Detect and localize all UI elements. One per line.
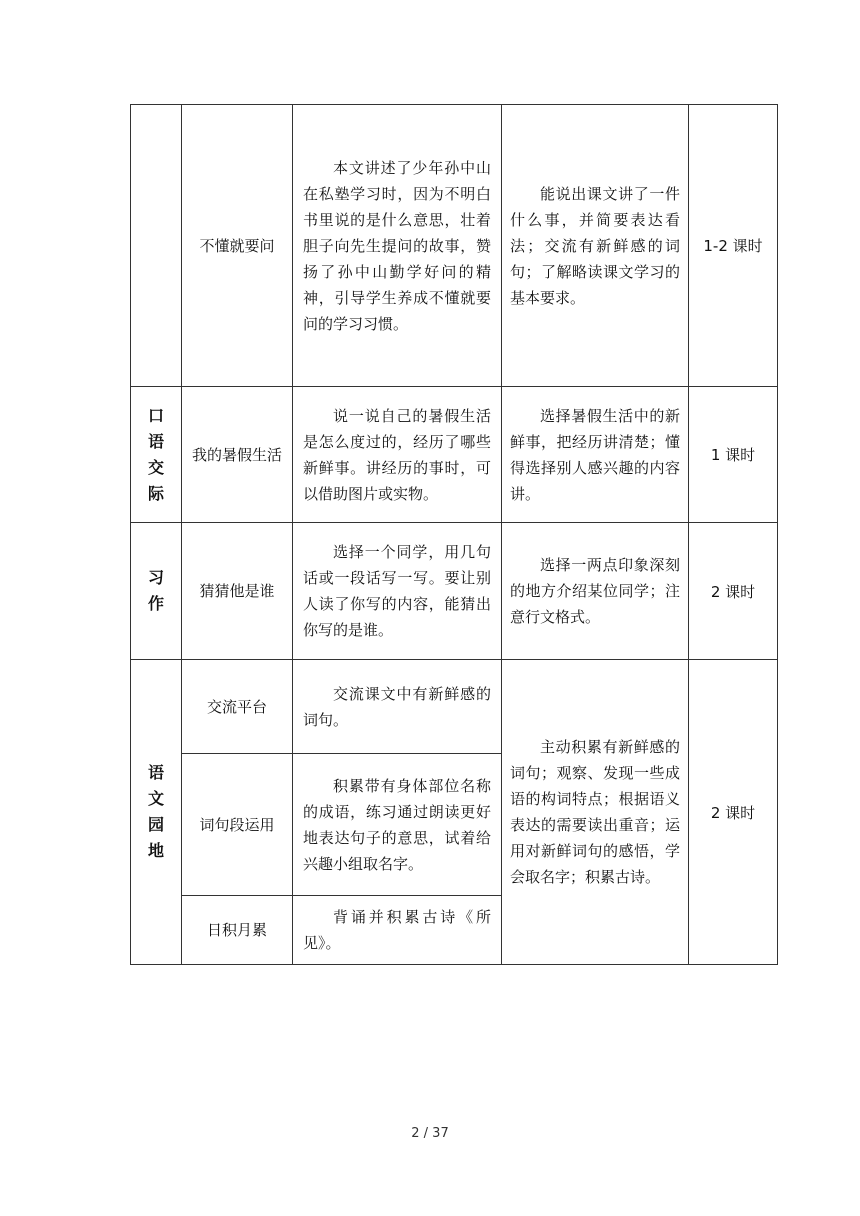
- lesson-time-cell: 1 课时: [689, 387, 778, 523]
- lesson-content-cell: 选择一个同学，用几句话或一段话写一写。要让别人读了你写的内容，能猜出你写的是谁。: [293, 523, 502, 660]
- lesson-content-cell: 本文讲述了少年孙中山在私塾学习时，因为不明白书里说的是什么意思，壮着胆子向先生提问的故事，赞扬了孙中山勤学好问的精神，引导学生养成不懂就要问的学习习惯。: [293, 105, 502, 387]
- lesson-goal-cell: 选择暑假生活中的新鲜事，把经历讲清楚；懂得选择别人感兴趣的内容讲。: [502, 387, 689, 523]
- lesson-content-cell: 交流课文中有新鲜感的词句。: [293, 660, 502, 754]
- lesson-content-cell: 说一说自己的暑假生活是怎么度过的，经历了哪些新鲜事。讲经历的事时，可以借助图片或实物。: [293, 387, 502, 523]
- table-row: [131, 660, 778, 754]
- lesson-content-cell: 背诵并积累古诗《所见》。: [293, 896, 502, 965]
- table-row: [131, 105, 778, 387]
- category-cell: [131, 387, 182, 523]
- lesson-title-cell: 词句段运用: [182, 754, 293, 896]
- lesson-title-cell: 不懂就要问: [182, 105, 293, 387]
- lesson-time-cell: 2 课时: [689, 523, 778, 660]
- category-cell: [131, 523, 182, 660]
- category-label: 习作: [148, 568, 165, 613]
- category-cell: [131, 660, 182, 965]
- lesson-title-cell: 交流平台: [182, 660, 293, 754]
- lesson-time-cell: 2 课时: [689, 660, 778, 965]
- lesson-plan-table: [130, 104, 778, 965]
- table-row: [131, 523, 778, 660]
- table-row: [131, 387, 778, 523]
- lesson-title-cell: 日积月累: [182, 896, 293, 965]
- category-cell: [131, 105, 182, 387]
- lesson-goal-cell: 能说出课文讲了一件什么事，并简要表达看法；交流有新鲜感的词句；了解略读课文学习的基本要求。: [502, 105, 689, 387]
- lesson-time-cell: 1-2 课时: [689, 105, 778, 387]
- page-number: 2 / 37: [411, 1126, 449, 1141]
- lesson-title-cell: 我的暑假生活: [182, 387, 293, 523]
- category-label: 口语交际: [148, 405, 165, 503]
- lesson-goal-cell: 主动积累有新鲜感的词句；观察、发现一些成语的构词特点；根据语义表达的需要读出重音；运用对新鲜词句的感悟，学会取名字；积累古诗。: [502, 660, 689, 965]
- lesson-content-cell: 积累带有身体部位名称的成语，练习通过朗读更好地表达句子的意思，试着给兴趣小组取名字。: [293, 754, 502, 896]
- category-label: 语文园地: [148, 763, 165, 860]
- lesson-title-cell: 猜猜他是谁: [182, 523, 293, 660]
- lesson-goal-cell: 选择一两点印象深刻的地方介绍某位同学；注意行文格式。: [502, 523, 689, 660]
